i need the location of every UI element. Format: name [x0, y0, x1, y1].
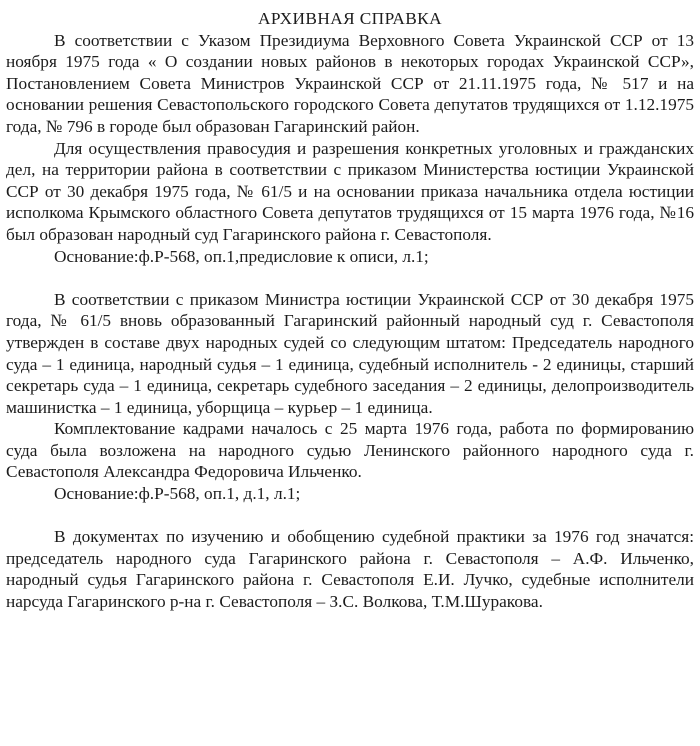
- paragraph-district-formation: В соответствии с Указом Президиума Верховного Совета Украинской ССР от 13 ноября 1975 года « О создании новых районов в некоторых городах Украинской ССР», Постановлением Совета Министров Украинской ССР от 21.11.1975 года, № 517 и на основании решения Севастопольского городского Совета депутатов трудящихся от 1.12.1975 года, № 796 в городе был образован Гагаринский район.: [6, 30, 694, 136]
- spacer: [6, 505, 694, 527]
- basis-reference-2: Основание:ф.Р-568, оп.1, д.1, л.1;: [54, 484, 301, 504]
- archival-certificate-page: [6, 8, 694, 613]
- spacer: [6, 267, 694, 289]
- basis-reference-1: Основание:ф.Р-568, оп.1,предисловие к описи, л.1;: [54, 246, 429, 266]
- paragraph-staffing-start: Комплектование кадрами началось с 25 марта 1976 года, работа по формированию суда была возложена на народного судью Ленинского районного народного суда г. Севастополя Александра Федоровича Ильченко.: [6, 419, 694, 482]
- paragraph-court-formation: Для осуществления правосудия и разрешения конкретных уголовных и гражданских дел, на территории района в соответствии с приказом Министерства юстиции Украинской ССР от 30 декабря 1975 года, № 61/5 и на основании приказа начальника отдела юстиции исполкома Крымского областного Совета депутатов трудящихся от 15 марта 1976 года, №16 был образован народный суд Гагаринского района г. Севастополя.: [6, 138, 694, 244]
- paragraph-court-personnel: В документах по изучению и обобщению судебной практики за 1976 год значатся: председатель народного суда Гагаринского района г. Севастополя – А.Ф. Ильченко, народный судья Гагаринского района г. Севастополя Е.И. Лучко, судебные исполнители нарсуда Гагаринского р-на г. Севастополя – З.С. Волкова, Т.М.Шуракова.: [6, 527, 694, 612]
- document-title: АРХИВНАЯ СПРАВКА: [258, 9, 442, 28]
- paragraph-court-staff: В соответствии с приказом Министра юстиции Украинской ССР от 30 декабря 1975 года, № 61/5 вновь образованный Гагаринский районный народный суд г. Севастополя утвержден в составе двух народных судей со следующим штатом: Председатель народного суда – 1 единица, народный судья – 1 единица, судебный исполнитель - 2 единицы, старший секретарь суда – 1 единица, секретарь судебного заседания – 2 единицы, делопроизводитель машинистка – 1 единица, уборщица – курьер – 1 единица.: [6, 289, 694, 417]
